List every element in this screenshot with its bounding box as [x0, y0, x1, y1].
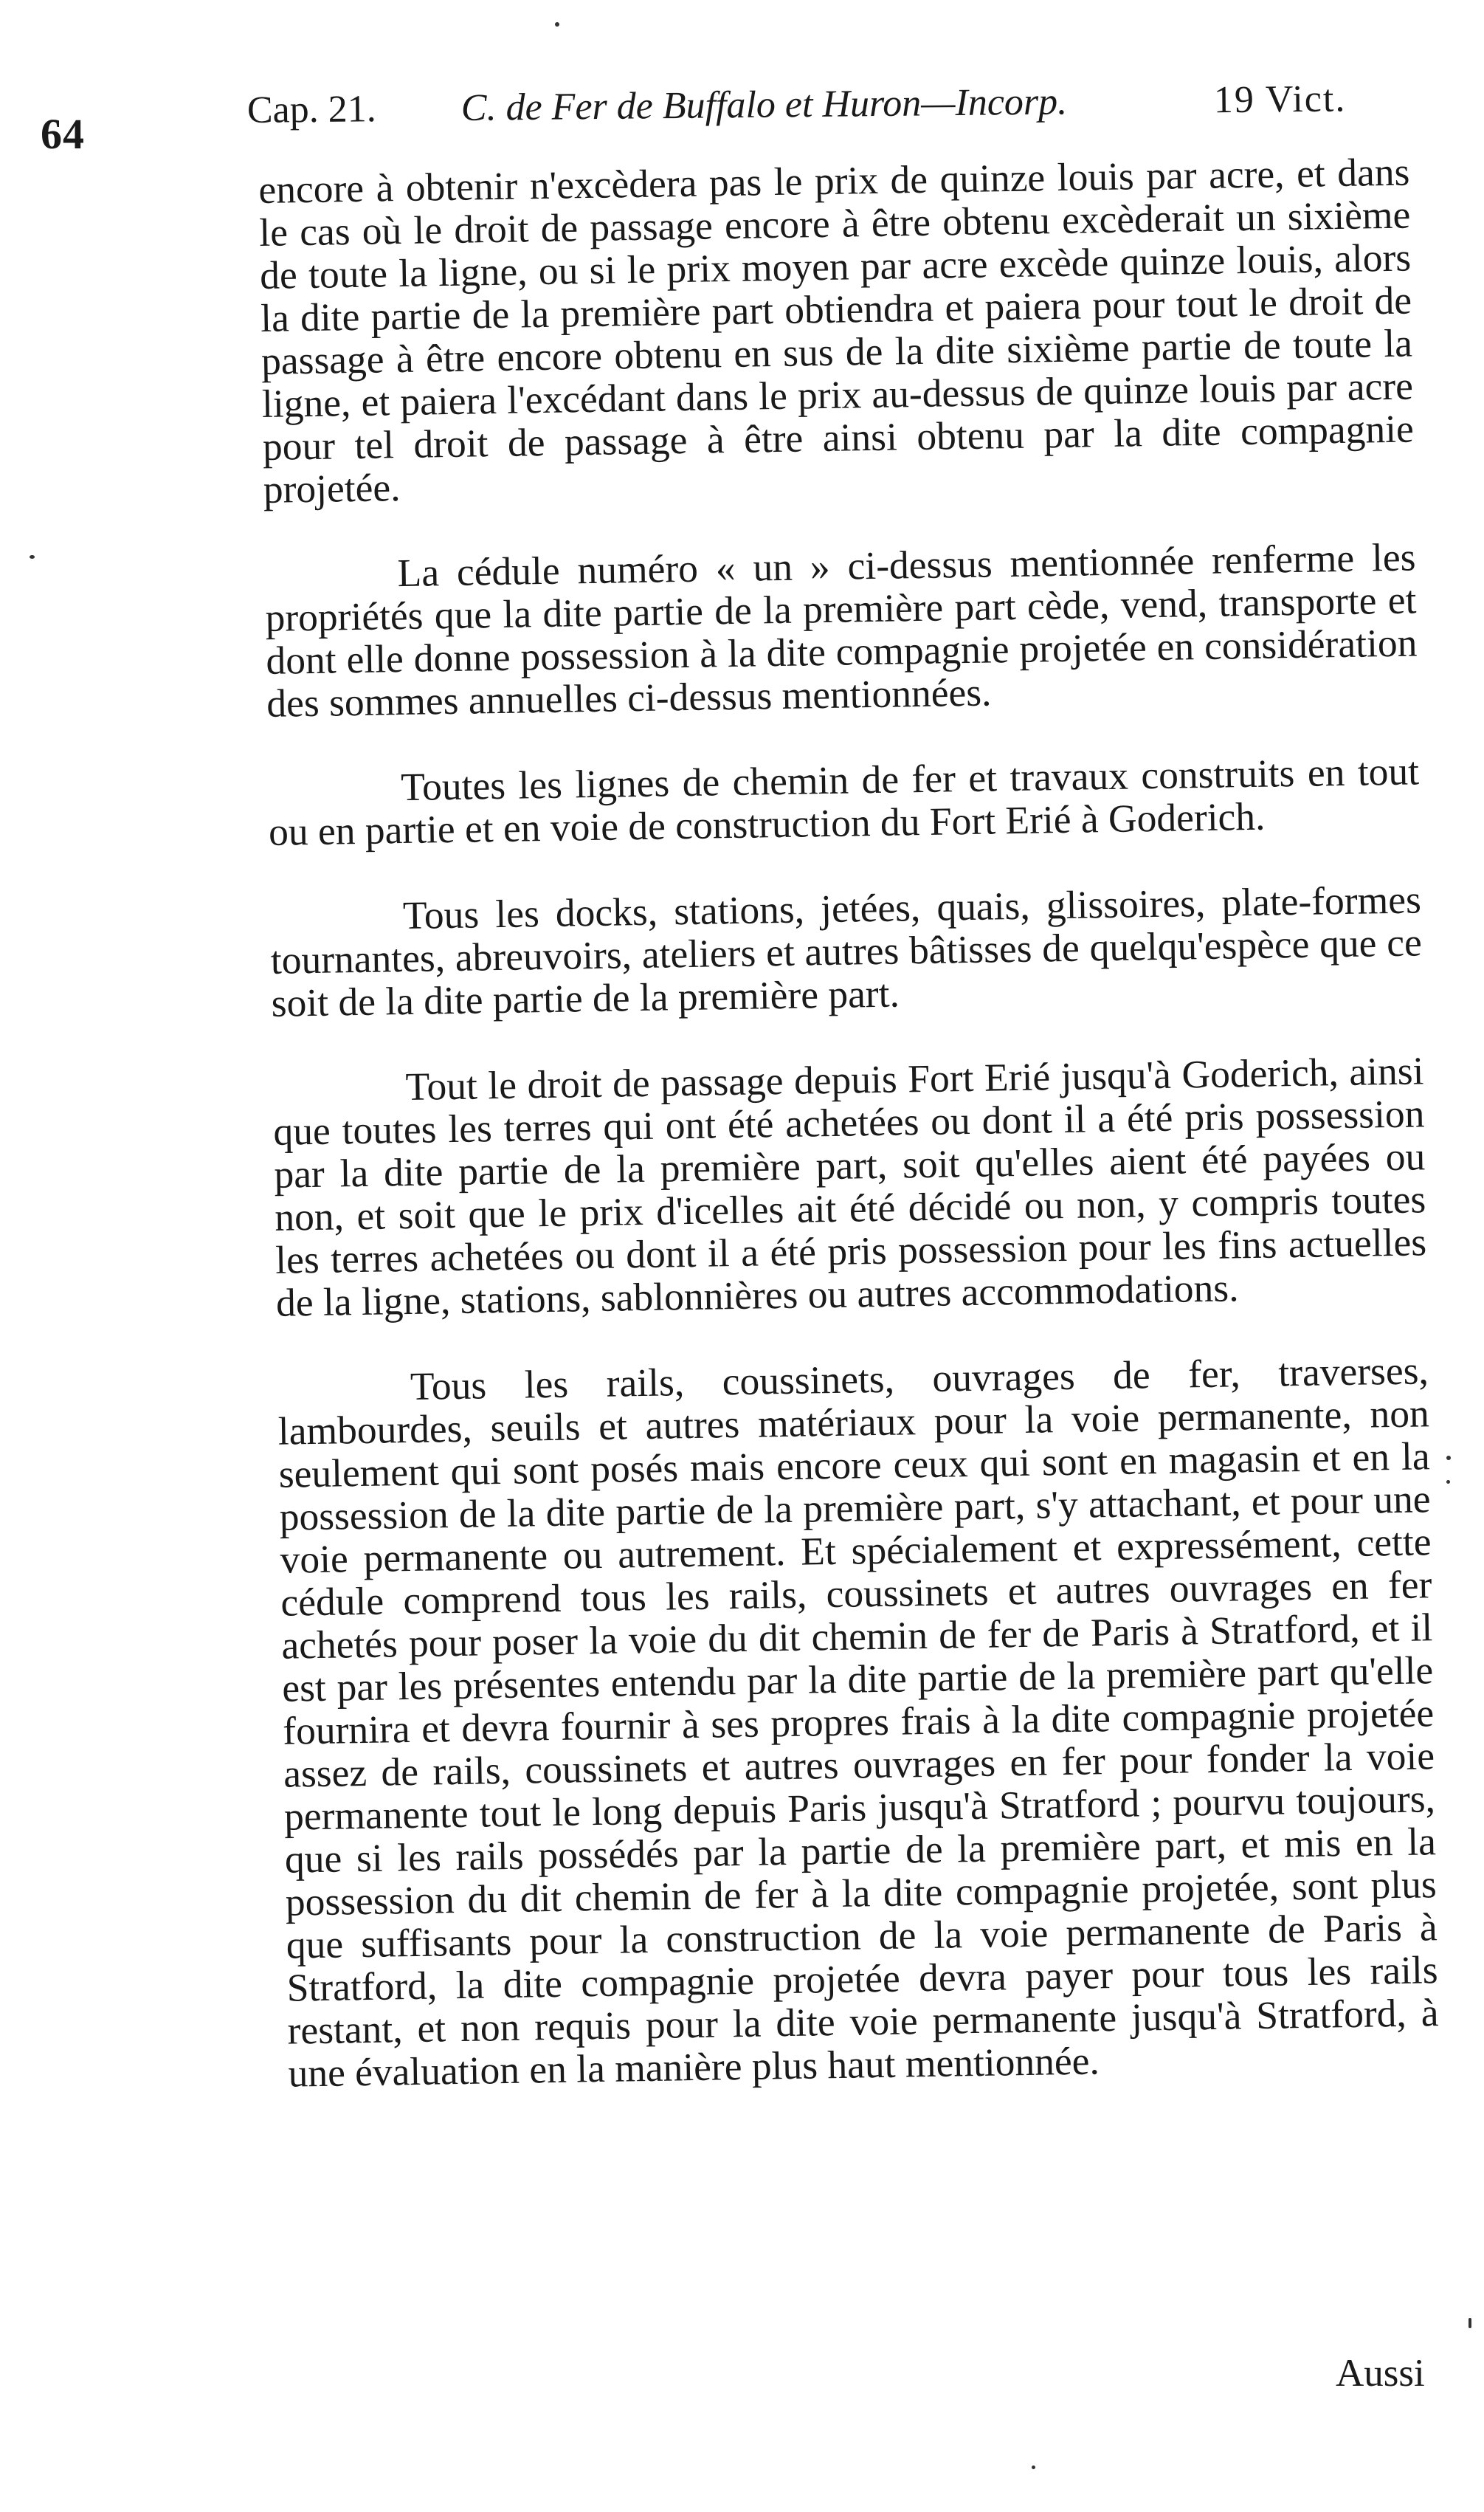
catchword: Aussi [1336, 2352, 1425, 2395]
paragraph-rails: Tous les rails, coussinets, ouvrages de fer, traverses, lambourdes, seuils et autres matériaux pour la voie permanente, non seulement qui sont posés mais encore ceux qui sont en magasin et en la possession de la dite partie de la première part, s'y attachant, et pour une voie permanente ou autrement. Et spécialement et expressément, cette cédule comprend tous les rails, coussinets et autres ouvrages en fer achetés pour poser la voie du dit chemin de fer de Paris à Stratford, et il est par les présentes entendu par la dite partie de la première part qu'elle fournira et devra fournir à ses propres frais à la dite compagnie projetée assez de rails, coussinets et autres ouvrages en fer pour fonder la voie permanente tout le long depuis Paris jusqu'à Stratford ; pourvu toujours, que si les rails possédés par la partie de la première part, et mis en la possession du dit chemin de fer à la dite compagnie projetée, sont plus que suffisants pour la construction de la voie permanente de Paris à Stratford, la dite compagnie projetée devra payer pour tous les rails restant, et non requis pour la dite voie permanente jusqu'à Stratford, à une évaluation en la manière plus haut mentionnée. [277, 1348, 1439, 2096]
chapter-label: Cap. 21. [246, 88, 376, 131]
regnal-year: 19 Vict. [1213, 78, 1347, 122]
print-speck [1446, 1480, 1450, 1484]
paragraph-cedule: La cédule numéro « un » ci-dessus mentionnée renferme les propriétés que la dite partie de la première part cède, vend, transporte et dont elle donne possession à la dite compagnie projetée en considération des sommes annuelles ci-dessus mentionnées. [265, 534, 1418, 726]
page-number: 64 [41, 110, 85, 158]
print-speck [555, 22, 559, 27]
paragraph-lignes: Toutes les lignes de chemin de fer et travaux construits en tout ou en partie et en voie de construction du Fort Erié à Goderich. [268, 749, 1420, 854]
paragraph-continuation: encore à obtenir n'excèdera pas le prix de quinze louis par acre, et dans le cas où le droit de passage encore à être obtenu excèderait un sixième de toute la ligne, ou si le prix moyen par acre excède quinze louis, alors la dite partie de la première part obtiendra et paiera pour tout le droit de passage à être encore obtenu en sus de la dite sixième partie de toute la ligne, et paiera l'excédant dans le prix au-dessus de quinze louis par acre pour tel droit de passage à être ainsi obtenu par la dite compagnie projetée. [258, 149, 1415, 512]
body-text [258, 150, 1440, 2137]
print-speck [1469, 2318, 1471, 2328]
paragraph-droit-passage: Tout le droit de passage depuis Fort Erié jusqu'à Goderich, ainsi que toutes les terres qui ont été achetées ou dont il a été pris possession par la dite partie de la première part, soit qu'elles aient été payées ou non, et soit que le prix d'icelles ait été décidé ou non, y compris toutes les terres achetées ou dont il a été pris possession pour les fins actuelles de la ligne, stations, sablonnières ou autres accommodations. [273, 1048, 1427, 1325]
paragraph-docks: Tous les docks, stations, jetées, quais, glissoires, plate-formes tournantes, abreuvoirs, ateliers et autres bâtisses de quelqu'espèce que ce soit de la dite partie de la première part. [270, 877, 1423, 1025]
print-speck [30, 555, 35, 559]
print-speck [1032, 2465, 1035, 2469]
act-title: C. de Fer de Buffalo et Huron—Incorp. [460, 80, 1068, 129]
print-speck [1446, 1456, 1451, 1460]
running-head [247, 77, 1377, 148]
